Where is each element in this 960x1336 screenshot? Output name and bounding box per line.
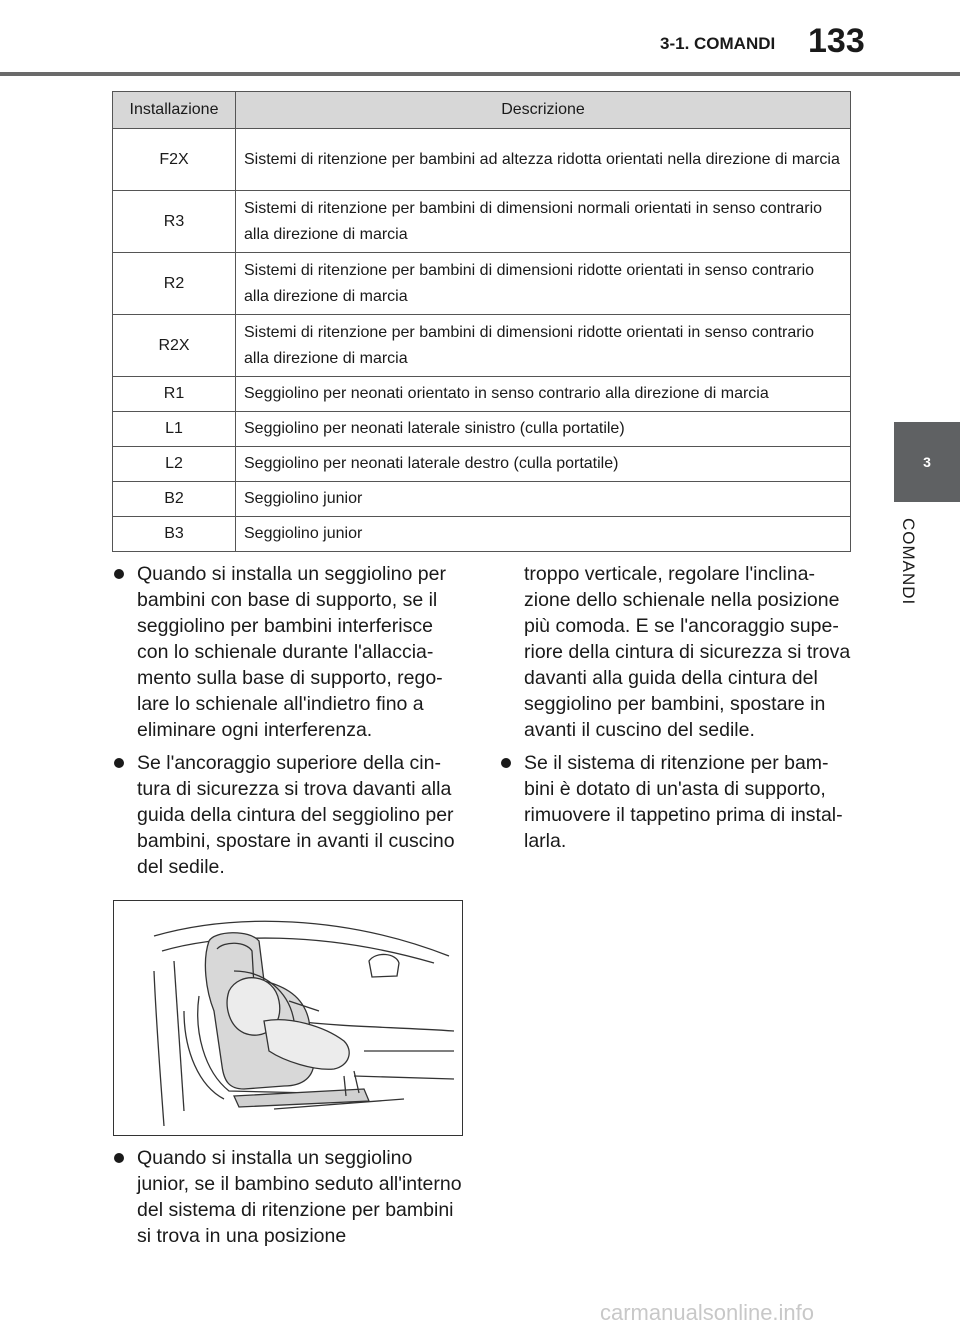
header-installazione: Installazione <box>113 92 236 129</box>
row-code: B3 <box>113 517 236 552</box>
table-row <box>113 253 851 315</box>
row-desc: Sistemi di ritenzione per bambini di dimensioni ridotte orientati in senso contrario alla direzione di marcia <box>236 315 851 377</box>
left-column-lower <box>113 1145 465 1256</box>
section-title: 3-1. COMANDI <box>660 34 776 53</box>
row-code: L1 <box>113 412 236 447</box>
row-code: B2 <box>113 482 236 517</box>
row-desc: Seggiolino per neonati orientato in senso contrario alla direzione di marcia <box>236 377 851 412</box>
table-row <box>113 482 851 517</box>
table-row <box>113 129 851 191</box>
header-rule <box>0 72 960 76</box>
row-code: R3 <box>113 191 236 253</box>
bullet-item: Se il sistema di ritenzione per bam-bini è dotato di un'asta di supporto, rimuovere il tappetino prima di instal-larla. <box>500 750 852 854</box>
header-descrizione: Descrizione <box>236 92 851 129</box>
row-desc: Sistemi di ritenzione per bambini di dimensioni ridotte orientati in senso contrario alla direzione di marcia <box>236 253 851 315</box>
row-code: R2X <box>113 315 236 377</box>
row-desc: Sistemi di ritenzione per bambini di dimensioni normali orientati in senso contrario alla direzione di marcia <box>236 191 851 253</box>
row-code: F2X <box>113 129 236 191</box>
chapter-number: 3 <box>923 454 931 470</box>
table-row <box>113 517 851 552</box>
car-seat-drawing <box>114 901 462 1135</box>
chapter-label: COMANDI <box>899 518 918 606</box>
installation-table <box>112 91 851 552</box>
table-row <box>113 447 851 482</box>
row-desc: Seggiolino junior <box>236 482 851 517</box>
bullet-continuation: troppo verticale, regolare l'inclina-zione dello schienale nella posizione più comoda. E se l'ancoraggio supe-riore della cintura di sicurezza si trova davanti alla guida della cintura del seggiolino per bambini, spostare in avanti il cuscino del sedile. <box>524 563 851 741</box>
row-code: R2 <box>113 253 236 315</box>
table-row <box>113 377 851 412</box>
row-code: L2 <box>113 447 236 482</box>
row-desc: Seggiolino per neonati laterale sinistro (culla portatile) <box>236 412 851 447</box>
watermark: carmanualsonline.info <box>600 1300 815 1325</box>
row-code: R1 <box>113 377 236 412</box>
right-column <box>500 561 852 861</box>
chapter-tab <box>894 422 960 502</box>
table-header-row <box>113 92 851 129</box>
bullet-item: Quando si installa un seggiolino junior, se il bambino seduto all'interno del sistema di ritenzione per bambini si trova in una posizione <box>113 1145 465 1249</box>
table-row <box>113 191 851 253</box>
row-desc: Sistemi di ritenzione per bambini ad altezza ridotta orientati nella direzione di marcia <box>236 129 851 191</box>
page-number: 133 <box>808 22 865 60</box>
left-column <box>113 561 465 887</box>
table-row <box>113 315 851 377</box>
row-desc: Seggiolino per neonati laterale destro (culla portatile) <box>236 447 851 482</box>
row-desc: Seggiolino junior <box>236 517 851 552</box>
bullet-item: Quando si installa un seggiolino per bambini con base di supporto, se il seggiolino per bambini interferisce con lo schienale durante l'allaccia-mento sulla base di supporto, rego-lare lo schienale all'indietro fino a eliminare ogni interferenza. <box>113 561 465 743</box>
car-seat-illustration <box>113 900 463 1136</box>
bullet-item: Se l'ancoraggio superiore della cin-tura di sicurezza si trova davanti alla guida della cintura del seggiolino per bambini, spostare in avanti il cuscino del sedile. <box>113 750 465 880</box>
table-row <box>113 412 851 447</box>
